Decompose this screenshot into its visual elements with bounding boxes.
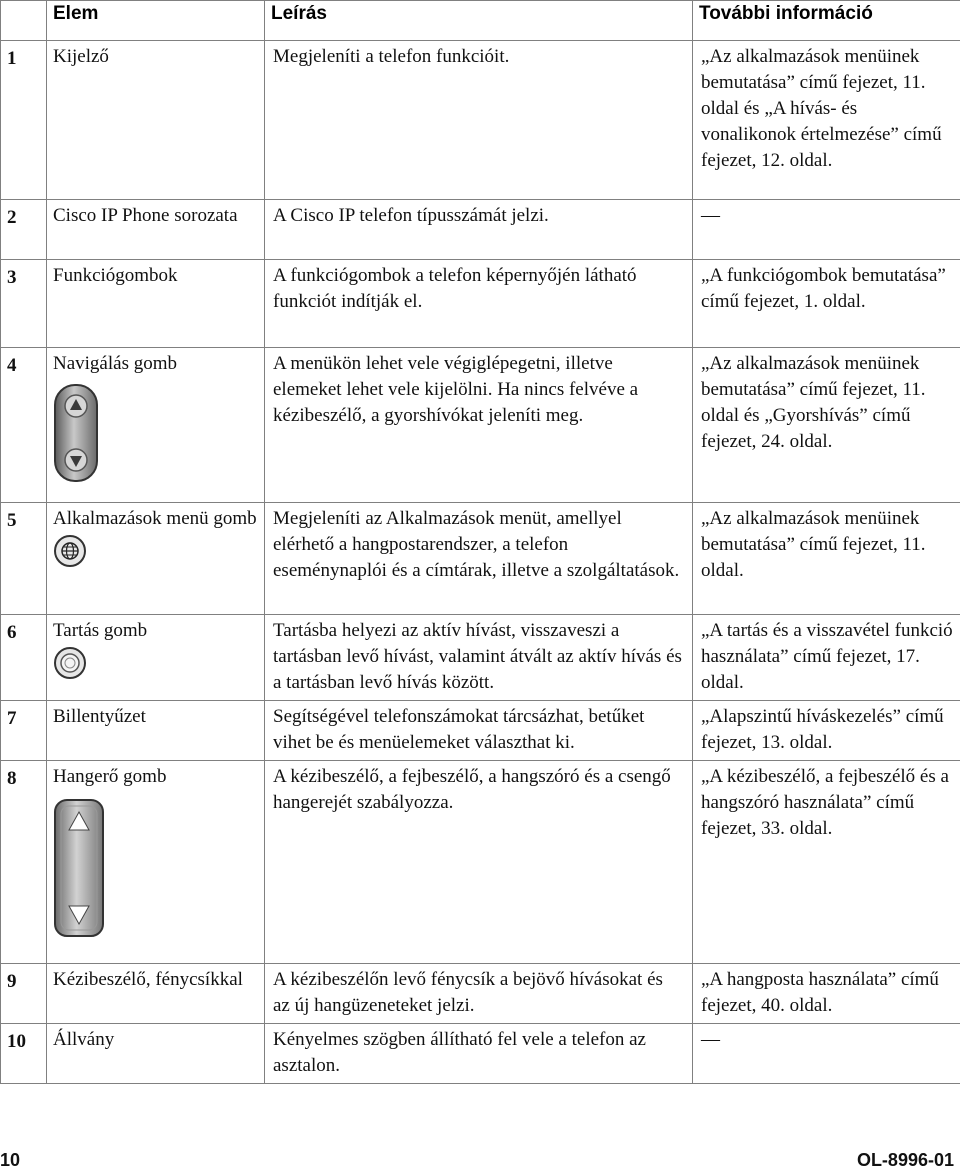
table-row [1, 200, 960, 260]
header-desc: Leírás [265, 1, 693, 41]
more-info: „A tartás és a visszavétel funkció használata” című fejezet, 17. oldal. [693, 615, 960, 701]
element-cell [47, 503, 265, 615]
element-description: A kézibeszélő, a fejbeszélő, a hangszóró és a csengő hangerejét szabályozza. [265, 761, 693, 964]
row-number: 7 [1, 701, 47, 761]
element-name: Tartás gomb [53, 620, 148, 641]
element-description: A kézibeszélőn levő fénycsík a bejövő hívásokat és az új hangüzeneteket jelzi. [265, 964, 693, 1024]
hold-button-icon [53, 646, 260, 688]
document-id: OL-8996-01 [856, 1150, 954, 1170]
header-num [1, 1, 47, 41]
element-description: Kényelmes szögben állítható fel vele a telefon az asztalon. [265, 1024, 693, 1084]
element-description: Tartásba helyezi az aktív hívást, visszaveszi a tartásban levő hívást, valamint átvált az aktív hívás és a tartásban levő hívás között. [265, 615, 693, 701]
element-description: A funkciógombok a telefon képernyőjén látható funkciót indítják el. [265, 260, 693, 348]
more-info: „Az alkalmazások menüinek bemutatása” című fejezet, 11. oldal és „Gyorshívás” című fejezet, 24. oldal. [693, 348, 960, 503]
element-cell [47, 348, 265, 503]
row-number: 8 [1, 761, 47, 964]
table-row [1, 964, 960, 1024]
element-description: Megjeleníti az Alkalmazások menüt, amellyel elérhető a hangpostarendszer, a telefon eseménynaplói és a címtárak, illetve a szolgáltatások. [265, 503, 693, 615]
element-description: Segítségével telefonszámokat tárcsázhat, betűket vihet be és menüelemeket választhat ki. [265, 701, 693, 761]
more-info: „Az alkalmazások menüinek bemutatása” című fejezet, 11. oldal. [693, 503, 960, 615]
table-row [1, 260, 960, 348]
header-info: További információ [693, 1, 960, 41]
element-name: Állvány [47, 1024, 265, 1084]
element-description: Megjeleníti a telefon funkcióit. [265, 41, 693, 200]
table-row [1, 761, 960, 964]
table-row [1, 615, 960, 701]
element-name: Funkciógombok [47, 260, 265, 348]
more-info: — [693, 200, 960, 260]
navigation-button-icon [53, 383, 260, 491]
element-name: Hangerő gomb [53, 766, 167, 787]
row-number: 1 [1, 41, 47, 200]
more-info: „Alapszintű híváskezelés” című fejezet, 13. oldal. [693, 701, 960, 761]
table-row [1, 503, 960, 615]
table-row [1, 701, 960, 761]
table-row [1, 41, 960, 200]
more-info: „A kézibeszélő, a fejbeszélő és a hangszóró használata” című fejezet, 33. oldal. [693, 761, 960, 964]
element-cell [47, 761, 265, 964]
volume-rocker-icon [53, 798, 260, 946]
row-number: 10 [1, 1024, 47, 1084]
element-description: A menükön lehet vele végiglépegetni, illetve elemeket lehet vele kijelölni. Ha nincs felvéve a kézibeszélő, a gyorshívókat jeleníti meg. [265, 348, 693, 503]
element-name: Cisco IP Phone sorozata [47, 200, 265, 260]
element-name: Navigálás gomb [53, 353, 178, 374]
table-row [1, 1024, 960, 1084]
element-name: Alkalmazások menü gomb [53, 508, 257, 529]
table-row [1, 348, 960, 503]
header-row [1, 1, 960, 41]
row-number: 5 [1, 503, 47, 615]
element-cell [47, 615, 265, 701]
row-number: 2 [1, 200, 47, 260]
more-info: „Az alkalmazások menüinek bemutatása” című fejezet, 11. oldal és „A hívás- és vonalikonok értelmezése” című fejezet, 12. oldal. [693, 41, 960, 200]
more-info: „A funkciógombok bemutatása” című fejezet, 1. oldal. [693, 260, 960, 348]
element-description: A Cisco IP telefon típusszámát jelzi. [265, 200, 693, 260]
element-name: Billentyűzet [47, 701, 265, 761]
more-info: „A hangposta használata” című fejezet, 40. oldal. [693, 964, 960, 1024]
row-number: 6 [1, 615, 47, 701]
page-number: 10 [0, 1150, 21, 1170]
element-name: Kijelző [47, 41, 265, 200]
applications-globe-icon [53, 534, 260, 576]
row-number: 9 [1, 964, 47, 1024]
row-number: 4 [1, 348, 47, 503]
more-info: — [693, 1024, 960, 1084]
row-number: 3 [1, 260, 47, 348]
header-elem: Elem [47, 1, 265, 41]
element-name: Kézibeszélő, fénycsíkkal [47, 964, 265, 1024]
